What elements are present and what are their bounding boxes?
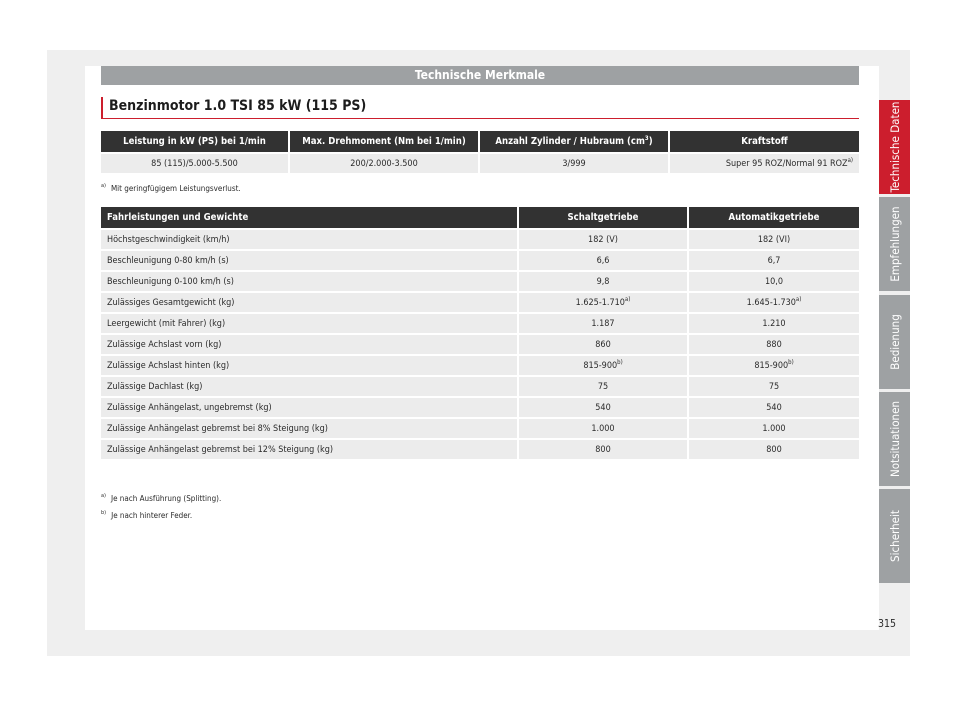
header-fuel: Kraftstoff — [670, 131, 859, 152]
engine-title: Benzinmotor 1.0 TSI 85 kW (115 PS) — [109, 98, 367, 114]
table-row — [101, 152, 859, 173]
table-row — [101, 291, 859, 312]
cell-label: Beschleunigung 0-80 km/h (s) — [101, 249, 519, 270]
cell-manual: 6,6 — [519, 249, 689, 270]
cell-automatic: 540 — [689, 396, 859, 417]
engine-title-block — [101, 97, 859, 119]
performance-weights-table — [101, 207, 859, 459]
table-row — [101, 228, 859, 249]
cell-cylinders: 3/999 — [480, 152, 670, 173]
cell-label: Beschleunigung 0-100 km/h (s) — [101, 270, 519, 291]
table-row — [101, 270, 859, 291]
table-row — [101, 249, 859, 270]
engine-spec-table — [101, 131, 859, 173]
cell-manual: 800 — [519, 438, 689, 459]
header-performance: Fahrleistungen und Gewichte — [101, 207, 519, 228]
perf-footnote-b: $^{b)}$ Je nach hinterer Feder. — [101, 510, 193, 520]
cell-label: Zulässige Anhängelast, ungebremst (kg) — [101, 396, 519, 417]
tab-sicherheit[interactable]: Sicherheit — [879, 489, 910, 583]
cell-automatic: 1.000 — [689, 417, 859, 438]
cell-automatic: 10,0 — [689, 270, 859, 291]
header-manual: Schaltgetriebe — [519, 207, 689, 228]
header-power: Leistung in kW (PS) bei 1/min — [101, 131, 290, 152]
cell-automatic: 1.645-1.730$^{a)}$ — [689, 291, 859, 312]
perf-footnote-a: $^{a)}$ Je nach Ausführung (Splitting). — [101, 493, 222, 503]
table-row — [101, 396, 859, 417]
cell-label: Zulässige Achslast hinten (kg) — [101, 354, 519, 375]
cell-manual: 1.625-1.710$^{a)}$ — [519, 291, 689, 312]
tab-notsituationen[interactable]: Notsituationen — [879, 392, 910, 486]
cell-manual: 75 — [519, 375, 689, 396]
table-row — [101, 333, 859, 354]
title-accent-bar — [101, 97, 103, 119]
cell-manual: 540 — [519, 396, 689, 417]
cell-label: Zulässige Achslast vorn (kg) — [101, 333, 519, 354]
cell-automatic: 800 — [689, 438, 859, 459]
perf-table-header-row — [101, 207, 859, 228]
tab-technische-daten[interactable]: Technische Daten — [879, 100, 910, 194]
cell-label: Höchstgeschwindigkeit (km/h) — [101, 228, 519, 249]
tab-empfehlungen[interactable]: Empfehlungen — [879, 197, 910, 291]
cell-manual: 1.000 — [519, 417, 689, 438]
cell-torque: 200/2.000-3.500 — [290, 152, 480, 173]
page-number: 315 — [878, 618, 897, 630]
cell-label: Zulässige Dachlast (kg) — [101, 375, 519, 396]
cell-automatic: 75 — [689, 375, 859, 396]
cell-label: Zulässige Anhängelast gebremst bei 8% Steigung (kg) — [101, 417, 519, 438]
table-row — [101, 375, 859, 396]
table-row — [101, 417, 859, 438]
header-cylinders: Anzahl Zylinder / Hubraum $(cm^3)$ — [480, 131, 670, 152]
cell-label: Zulässige Anhängelast gebremst bei 12% Steigung (kg) — [101, 438, 519, 459]
cell-automatic: 880 — [689, 333, 859, 354]
cell-fuel: Super 95 ROZ/Normal 91 ROZ$^{a)}$ — [670, 152, 859, 173]
engine-table-header-row — [101, 131, 859, 152]
table-row — [101, 354, 859, 375]
header-automatic: Automatikgetriebe — [689, 207, 859, 228]
cell-automatic: 1.210 — [689, 312, 859, 333]
table-row — [101, 438, 859, 459]
header-torque: Max. Drehmoment (Nm bei 1/min) — [290, 131, 480, 152]
cell-manual: 860 — [519, 333, 689, 354]
section-title-bar: Technische Merkmale — [101, 66, 859, 85]
cell-manual: 1.187 — [519, 312, 689, 333]
cell-manual: 815-900$^{b)}$ — [519, 354, 689, 375]
cell-automatic: 815-900$^{b)}$ — [689, 354, 859, 375]
cell-label: Zulässiges Gesamtgewicht (kg) — [101, 291, 519, 312]
tab-bedienung[interactable]: Bedienung — [879, 295, 910, 389]
cell-power: 85 (115)/5.000-5.500 — [101, 152, 290, 173]
cell-label: Leergewicht (mit Fahrer) (kg) — [101, 312, 519, 333]
cell-automatic: 6,7 — [689, 249, 859, 270]
cell-manual: 9,8 — [519, 270, 689, 291]
cell-manual: 182 (V) — [519, 228, 689, 249]
cell-automatic: 182 (VI) — [689, 228, 859, 249]
engine-footnote: $^{a)}$ Mit geringfügigem Leistungsverlust. — [101, 183, 241, 193]
table-row — [101, 312, 859, 333]
